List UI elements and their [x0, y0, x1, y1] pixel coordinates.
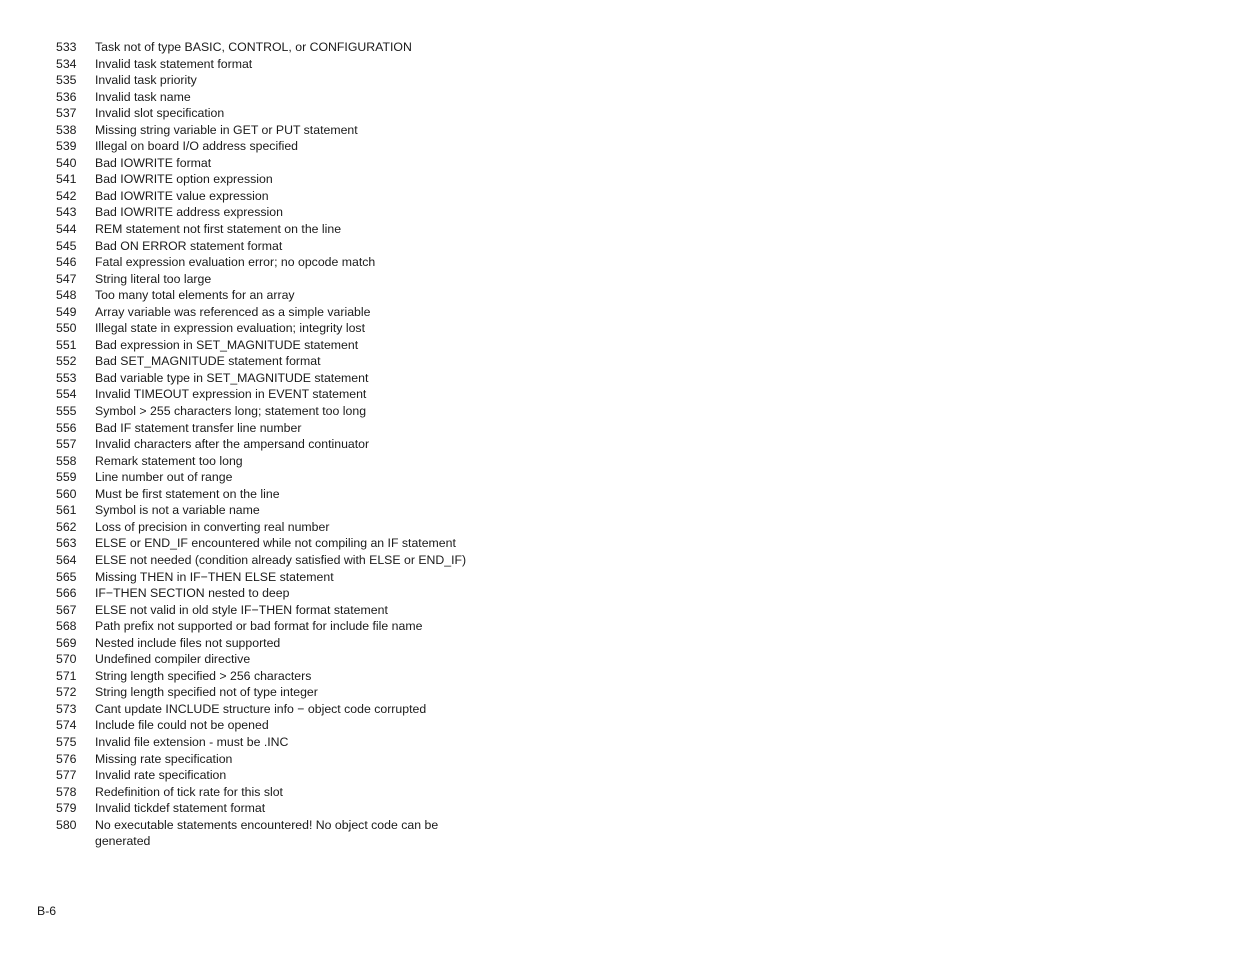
error-message: Cant update INCLUDE structure info − object code corrupted	[95, 701, 427, 716]
error-entry	[56, 552, 475, 569]
error-entry	[56, 320, 475, 337]
error-code: 535	[56, 73, 77, 88]
error-entry	[56, 155, 475, 172]
error-code: 569	[56, 635, 77, 650]
error-entry	[56, 204, 475, 221]
error-entry	[56, 171, 475, 188]
error-entry	[56, 188, 475, 205]
error-code: 571	[56, 668, 77, 683]
error-code: 533	[56, 40, 77, 54]
error-entry	[56, 486, 475, 503]
error-entry	[56, 56, 475, 73]
error-code: 554	[56, 387, 77, 402]
error-entry	[56, 287, 475, 304]
error-message: Bad ON ERROR statement format	[95, 238, 283, 253]
error-entry	[56, 89, 475, 106]
error-message: Fatal expression evaluation error; no opcode match	[95, 255, 376, 270]
error-entry	[56, 535, 475, 552]
error-code: 553	[56, 370, 77, 385]
error-entry	[56, 717, 475, 734]
error-message: Redefinition of tick rate for this slot	[95, 784, 283, 799]
error-code: 559	[56, 470, 77, 485]
error-code: 565	[56, 569, 77, 584]
error-message: IF−THEN SECTION nested to deep	[95, 586, 290, 601]
error-code: 562	[56, 519, 77, 534]
error-message: Bad IOWRITE format	[95, 155, 212, 170]
error-message: Include file could not be opened	[95, 718, 269, 733]
error-code: 548	[56, 288, 77, 303]
error-code: 547	[56, 271, 77, 286]
error-code: 558	[56, 453, 77, 468]
error-message: Array variable was referenced as a simple variable	[95, 304, 371, 319]
error-entry	[56, 751, 475, 768]
error-message: Invalid TIMEOUT expression in EVENT statement	[95, 387, 367, 402]
error-message: Loss of precision in converting real number	[95, 519, 330, 534]
error-message: Bad expression in SET_MAGNITUDE statement	[95, 337, 359, 352]
error-code: 539	[56, 139, 77, 154]
error-entry	[56, 221, 475, 238]
error-code: 575	[56, 734, 77, 749]
error-code: 556	[56, 420, 77, 435]
error-entry	[56, 403, 475, 420]
error-code: 579	[56, 801, 77, 816]
error-message: Illegal state in expression evaluation; integrity lost	[95, 321, 365, 336]
error-code: 564	[56, 552, 77, 567]
error-message: ELSE not valid in old style IF−THEN format statement	[95, 602, 388, 617]
error-code: 576	[56, 751, 77, 766]
error-code: 580	[56, 817, 77, 832]
error-entry	[56, 370, 475, 387]
error-code: 563	[56, 536, 77, 551]
error-entry	[56, 72, 475, 89]
error-code: 540	[56, 155, 77, 170]
error-code: 549	[56, 304, 77, 319]
error-entry	[56, 635, 475, 652]
error-message: Invalid rate specification	[95, 768, 227, 783]
error-entry	[56, 585, 475, 602]
error-entry	[56, 502, 475, 519]
error-code: 560	[56, 486, 77, 501]
error-code: 538	[56, 122, 77, 137]
error-entry	[56, 420, 475, 437]
error-message: REM statement not first statement on the line	[95, 222, 342, 237]
error-message: Invalid task statement format	[95, 56, 253, 71]
error-code: 537	[56, 106, 77, 121]
error-message: ELSE or END_IF encountered while not compiling an IF statement	[95, 536, 456, 551]
error-entry	[56, 353, 475, 370]
error-code: 566	[56, 586, 77, 601]
error-message: Invalid slot specification	[95, 106, 225, 121]
error-code: 541	[56, 172, 77, 187]
error-entry	[56, 602, 475, 619]
error-message: Bad variable type in SET_MAGNITUDE statement	[95, 370, 369, 385]
error-entry	[56, 668, 475, 685]
error-message: Undefined compiler directive	[95, 652, 251, 667]
error-message: String length specified > 256 characters	[95, 668, 312, 683]
error-entry	[56, 238, 475, 255]
error-entry	[56, 767, 475, 784]
error-entry	[56, 304, 475, 321]
error-message: String length specified not of type integer	[95, 685, 318, 700]
error-entry	[56, 701, 475, 718]
error-message: No executable statements encountered! No object code can be generated	[95, 817, 439, 849]
error-entry	[56, 519, 475, 536]
error-code: 567	[56, 602, 77, 617]
error-message: Bad SET_MAGNITUDE statement format	[95, 354, 321, 369]
error-message: Line number out of range	[95, 470, 233, 485]
error-entry	[56, 254, 475, 271]
error-message: Symbol is not a variable name	[95, 503, 260, 518]
error-code: 543	[56, 205, 77, 220]
error-message: Invalid tickdef statement format	[95, 801, 266, 816]
error-code: 555	[56, 404, 77, 419]
error-code: 546	[56, 255, 77, 270]
error-message: Bad IOWRITE address expression	[95, 205, 283, 220]
error-entry	[56, 684, 475, 701]
error-entry	[56, 618, 475, 635]
error-entry	[56, 469, 475, 486]
error-message: Invalid file extension - must be .INC	[95, 734, 289, 749]
error-message: Nested include files not supported	[95, 635, 281, 650]
error-entry	[56, 105, 475, 122]
error-code: 577	[56, 768, 77, 783]
error-code: 551	[56, 337, 77, 352]
error-entry	[56, 453, 475, 470]
error-code: 574	[56, 718, 77, 733]
error-message: String literal too large	[95, 271, 212, 286]
error-entry	[56, 651, 475, 668]
error-message: Invalid task priority	[95, 73, 197, 88]
error-entry	[56, 800, 475, 817]
error-entry	[56, 122, 475, 139]
error-code: 570	[56, 652, 77, 667]
error-code: 573	[56, 701, 77, 716]
error-code: 578	[56, 784, 77, 799]
error-message: Missing rate specification	[95, 751, 233, 766]
error-message: Bad IF statement transfer line number	[95, 420, 302, 435]
error-message: Remark statement too long	[95, 453, 243, 468]
error-message: Too many total elements for an array	[95, 288, 295, 303]
error-message: Task not of type BASIC, CONTROL, or CONFIGURATION	[95, 40, 412, 54]
error-message: Missing THEN in IF−THEN ELSE statement	[95, 569, 334, 584]
error-code: 557	[56, 437, 77, 452]
error-code: 545	[56, 238, 77, 253]
error-code: 542	[56, 188, 77, 203]
error-code: 572	[56, 685, 77, 700]
error-code-list	[56, 39, 475, 850]
error-message: Symbol > 255 characters long; statement too long	[95, 404, 367, 419]
error-message: ELSE not needed (condition already satisfied with ELSE or END_IF)	[95, 552, 467, 567]
error-message: Bad IOWRITE option expression	[95, 172, 273, 187]
error-entry	[56, 817, 475, 850]
error-entry	[56, 39, 475, 56]
error-entry	[56, 271, 475, 288]
error-entry	[56, 734, 475, 751]
error-code: 568	[56, 619, 77, 634]
error-message: Invalid characters after the ampersand continuator	[95, 437, 370, 452]
error-entry	[56, 337, 475, 354]
error-entry	[56, 436, 475, 453]
error-entry	[56, 138, 475, 155]
error-message: Missing string variable in GET or PUT statement	[95, 122, 358, 137]
page-number: B-6	[37, 904, 57, 918]
error-message: Must be first statement on the line	[95, 486, 280, 501]
error-entry	[56, 569, 475, 586]
error-code: 534	[56, 56, 77, 71]
error-entry	[56, 784, 475, 801]
error-code: 544	[56, 222, 77, 237]
error-message: Invalid task name	[95, 89, 191, 104]
error-code: 561	[56, 503, 77, 518]
error-entry	[56, 386, 475, 403]
error-message: Path prefix not supported or bad format for include file name	[95, 619, 423, 634]
error-message: Bad IOWRITE value expression	[95, 188, 269, 203]
error-message: Illegal on board I/O address specified	[95, 139, 299, 154]
error-code: 550	[56, 321, 77, 336]
error-code: 536	[56, 89, 77, 104]
error-code: 552	[56, 354, 77, 369]
